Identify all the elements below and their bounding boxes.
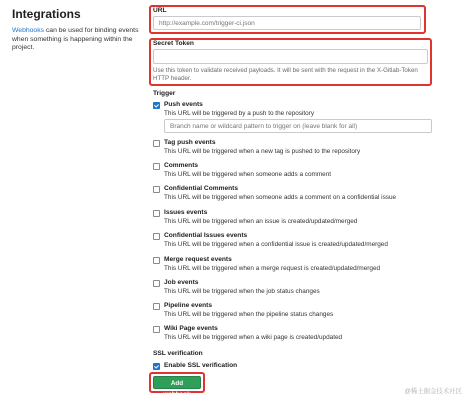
secret-token-help: Use this token to validate received payloads. It will be sent with the request in the X-Gitlab-Token HTTP header. xyxy=(153,67,418,83)
trigger-title: Trigger xyxy=(153,90,176,97)
trigger-name: Comments xyxy=(164,162,199,169)
section-description-text: can be used for binding events when something is happening within the project. xyxy=(12,27,139,52)
ssl-title: SSL verification xyxy=(153,350,203,357)
trigger-item[interactable] xyxy=(153,185,433,203)
trigger-description: This URL will be triggered when a new tag is pushed to the repository xyxy=(164,148,361,155)
trigger-item[interactable] xyxy=(153,232,433,250)
trigger-checkbox[interactable] xyxy=(153,326,160,333)
trigger-description: This URL will be triggered when someone adds a comment on a confidential issue xyxy=(164,194,397,201)
trigger-description: This URL will be triggered when the pipeline status changes xyxy=(164,311,334,318)
watermark: @稀土掘金技术社区 xyxy=(404,388,462,395)
trigger-description: This URL will be triggered when a wiki page is created/updated xyxy=(164,334,343,341)
trigger-description: This URL will be triggered when a confidential issue is created/updated/merged xyxy=(164,241,388,248)
sidebar-section xyxy=(12,7,142,53)
trigger-item[interactable] xyxy=(153,325,433,343)
trigger-checkbox[interactable] xyxy=(153,303,160,310)
ssl-checkbox-label: Enable SSL verification xyxy=(164,362,238,369)
trigger-description: This URL will be triggered when an issue is created/updated/merged xyxy=(164,218,358,225)
url-input[interactable] xyxy=(153,16,421,30)
trigger-item[interactable] xyxy=(153,302,433,320)
secret-token-label: Secret Token xyxy=(153,40,194,47)
trigger-name: Confidential Comments xyxy=(164,185,238,192)
trigger-checkbox[interactable] xyxy=(153,140,160,147)
url-label: URL xyxy=(153,7,167,14)
trigger-checkbox[interactable] xyxy=(153,102,160,109)
trigger-checkbox[interactable] xyxy=(153,280,160,287)
trigger-name: Tag push events xyxy=(164,139,216,146)
trigger-checkbox[interactable] xyxy=(153,163,160,170)
trigger-item[interactable] xyxy=(153,209,433,227)
trigger-item[interactable] xyxy=(153,139,433,157)
trigger-checkbox[interactable] xyxy=(153,257,160,264)
trigger-name: Pipeline events xyxy=(164,302,213,309)
trigger-name: Job events xyxy=(164,279,199,286)
trigger-item[interactable] xyxy=(153,256,433,274)
branch-filter-input[interactable] xyxy=(164,119,432,133)
trigger-description: This URL will be triggered when someone adds a comment xyxy=(164,171,332,178)
trigger-checkbox[interactable] xyxy=(153,233,160,240)
webhooks-link[interactable]: Webhooks xyxy=(12,27,44,34)
secret-token-input[interactable] xyxy=(153,49,428,64)
trigger-checkbox[interactable] xyxy=(153,210,160,217)
section-description xyxy=(12,27,142,53)
trigger-item[interactable] xyxy=(153,279,433,297)
trigger-description: This URL will be triggered by a push to the repository xyxy=(164,110,315,117)
trigger-checkbox[interactable] xyxy=(153,186,160,193)
trigger-name: Issues events xyxy=(164,209,208,216)
trigger-name: Confidential Issues events xyxy=(164,232,248,239)
trigger-item[interactable] xyxy=(153,162,433,180)
trigger-description: This URL will be triggered when the job status changes xyxy=(164,288,320,295)
section-title: Integrations xyxy=(12,7,81,21)
ssl-checkbox[interactable] xyxy=(153,363,160,370)
trigger-item[interactable] xyxy=(153,101,433,119)
trigger-name: Wiki Page events xyxy=(164,325,218,332)
trigger-name: Push events xyxy=(164,101,203,108)
add-webhook-button[interactable]: Add webhook xyxy=(153,376,201,389)
trigger-name: Merge request events xyxy=(164,256,232,263)
trigger-description: This URL will be triggered when a merge request is created/updated/merged xyxy=(164,265,381,272)
ssl-checkbox-row[interactable] xyxy=(153,362,433,371)
